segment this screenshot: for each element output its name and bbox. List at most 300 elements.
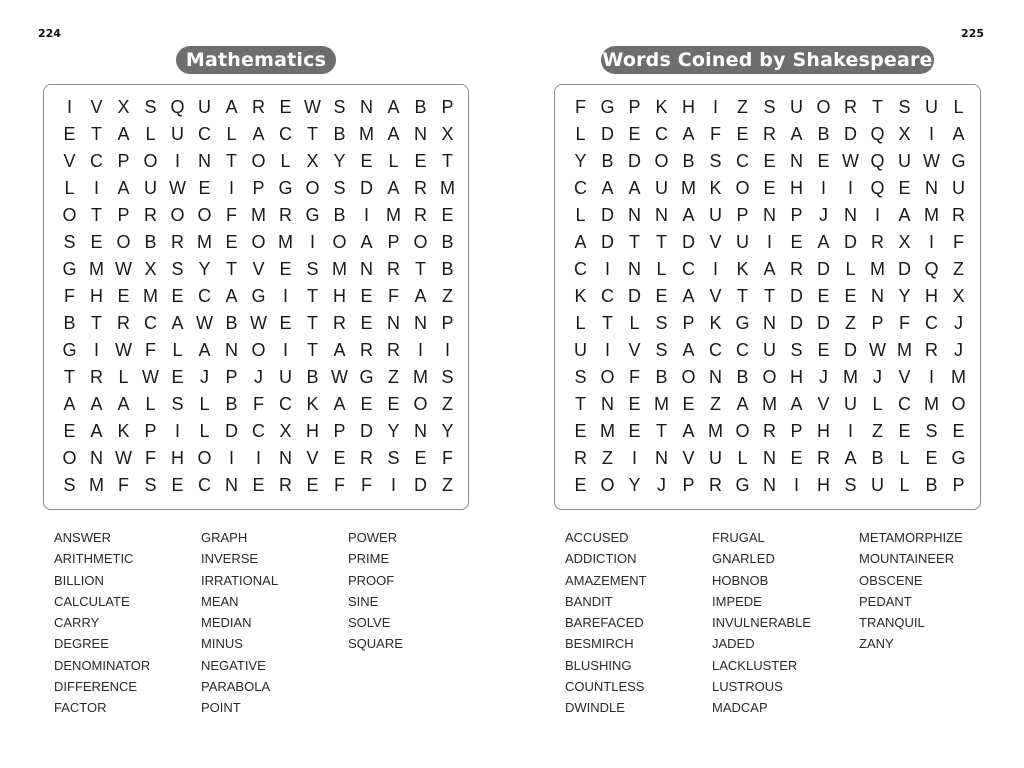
grid-cell[interactable]: H xyxy=(90,286,103,306)
grid-cell[interactable]: D xyxy=(601,205,614,225)
grid-cell[interactable]: U xyxy=(952,178,965,198)
grid-cell[interactable]: D xyxy=(844,340,857,360)
grid-cell[interactable]: B xyxy=(333,124,346,144)
grid-cell[interactable]: D xyxy=(628,151,641,171)
grid-cell[interactable]: U xyxy=(144,178,157,198)
grid-cell[interactable]: D xyxy=(414,475,427,495)
grid-cell[interactable]: F xyxy=(629,367,640,387)
grid-cell[interactable]: L xyxy=(199,421,210,441)
grid-cell[interactable]: F xyxy=(899,313,910,333)
grid-cell[interactable]: W xyxy=(842,151,859,171)
grid-cell[interactable]: A xyxy=(736,394,749,414)
grid-cell[interactable]: W xyxy=(923,151,940,171)
grid-cell[interactable]: L xyxy=(575,313,586,333)
grid-cell[interactable]: U xyxy=(871,475,884,495)
grid-cell[interactable]: Q xyxy=(170,97,185,117)
grid-cell[interactable]: I xyxy=(712,97,718,117)
grid-cell[interactable]: T xyxy=(415,259,426,279)
grid-cell[interactable]: D xyxy=(844,124,857,144)
grid-cell[interactable]: A xyxy=(387,124,400,144)
grid-cell[interactable]: E xyxy=(171,367,184,387)
grid-cell[interactable]: I xyxy=(228,178,234,198)
grid-cell[interactable]: W xyxy=(869,340,886,360)
grid-cell[interactable]: L xyxy=(64,178,75,198)
grid-cell[interactable]: Z xyxy=(737,97,748,117)
grid-cell[interactable]: S xyxy=(790,340,803,360)
grid-cell[interactable]: N xyxy=(360,97,373,117)
grid-cell[interactable]: R xyxy=(763,421,776,441)
grid-cell[interactable]: A xyxy=(90,421,103,441)
grid-cell[interactable]: G xyxy=(305,205,320,225)
grid-cell[interactable]: Z xyxy=(845,313,856,333)
grid-cell[interactable]: R xyxy=(387,259,400,279)
grid-cell[interactable]: P xyxy=(441,313,454,333)
grid-cell[interactable]: A xyxy=(952,124,965,144)
grid-cell[interactable]: A xyxy=(117,178,130,198)
grid-cell[interactable]: E xyxy=(925,448,938,468)
grid-cell[interactable]: E xyxy=(63,124,76,144)
grid-cell[interactable]: V xyxy=(628,340,641,360)
grid-cell[interactable]: Z xyxy=(442,286,453,306)
grid-cell[interactable]: I xyxy=(793,475,799,495)
grid-cell[interactable]: J xyxy=(819,367,828,387)
grid-cell[interactable]: V xyxy=(63,151,76,171)
grid-cell[interactable]: E xyxy=(333,448,346,468)
grid-cell[interactable]: I xyxy=(93,340,99,360)
grid-cell[interactable]: E xyxy=(171,286,184,306)
grid-cell[interactable]: T xyxy=(575,394,586,414)
grid-cell[interactable]: I xyxy=(282,286,288,306)
grid-cell[interactable]: A xyxy=(790,124,803,144)
grid-cell[interactable]: P xyxy=(225,367,238,387)
grid-cell[interactable]: C xyxy=(198,124,211,144)
grid-cell[interactable]: E xyxy=(574,475,587,495)
grid-cell[interactable]: R xyxy=(387,340,400,360)
grid-cell[interactable]: N xyxy=(925,178,938,198)
grid-cell[interactable]: C xyxy=(198,475,211,495)
grid-cell[interactable]: J xyxy=(200,367,209,387)
grid-cell[interactable]: J xyxy=(954,340,963,360)
grid-cell[interactable]: A xyxy=(252,124,265,144)
grid-cell[interactable]: C xyxy=(144,313,157,333)
grid-cell[interactable]: K xyxy=(709,313,722,333)
grid-cell[interactable]: K xyxy=(117,421,130,441)
grid-cell[interactable]: M xyxy=(870,259,885,279)
grid-cell[interactable]: L xyxy=(845,259,856,279)
grid-cell[interactable]: C xyxy=(655,124,668,144)
grid-cell[interactable]: G xyxy=(600,97,615,117)
grid-cell[interactable]: R xyxy=(574,448,587,468)
grid-cell[interactable]: H xyxy=(306,421,319,441)
grid-cell[interactable]: O xyxy=(62,205,77,225)
grid-cell[interactable]: G xyxy=(278,178,293,198)
grid-cell[interactable]: H xyxy=(817,475,830,495)
grid-cell[interactable]: Y xyxy=(898,286,911,306)
grid-cell[interactable]: E xyxy=(628,421,641,441)
grid-cell[interactable]: D xyxy=(225,421,238,441)
grid-cell[interactable]: A xyxy=(601,178,614,198)
grid-cell[interactable]: T xyxy=(226,259,237,279)
grid-cell[interactable]: D xyxy=(817,259,830,279)
grid-cell[interactable]: E xyxy=(360,313,373,333)
grid-cell[interactable]: C xyxy=(90,151,103,171)
grid-cell[interactable]: G xyxy=(735,475,750,495)
grid-cell[interactable]: I xyxy=(820,178,826,198)
grid-cell[interactable]: Z xyxy=(953,259,964,279)
grid-cell[interactable]: N xyxy=(655,448,668,468)
grid-cell[interactable]: R xyxy=(952,205,965,225)
grid-cell[interactable]: C xyxy=(574,259,587,279)
grid-cell[interactable]: U xyxy=(925,97,938,117)
grid-cell[interactable]: S xyxy=(144,97,157,117)
grid-cell[interactable]: Q xyxy=(924,259,939,279)
grid-cell[interactable]: H xyxy=(790,367,803,387)
grid-cell[interactable]: M xyxy=(89,259,104,279)
grid-cell[interactable]: S xyxy=(574,367,587,387)
grid-cell[interactable]: K xyxy=(574,286,587,306)
grid-cell[interactable]: B xyxy=(414,97,427,117)
grid-cell[interactable]: D xyxy=(790,286,803,306)
grid-cell[interactable]: P xyxy=(790,205,803,225)
grid-cell[interactable]: P xyxy=(736,205,749,225)
grid-cell[interactable]: M xyxy=(762,394,777,414)
grid-cell[interactable]: R xyxy=(333,313,346,333)
grid-cell[interactable]: N xyxy=(414,421,427,441)
grid-cell[interactable]: F xyxy=(953,232,964,252)
grid-cell[interactable]: U xyxy=(844,394,857,414)
grid-cell[interactable]: N xyxy=(414,124,427,144)
grid-cell[interactable]: L xyxy=(172,340,183,360)
grid-cell[interactable]: C xyxy=(574,178,587,198)
grid-cell[interactable]: L xyxy=(280,151,291,171)
grid-cell[interactable]: T xyxy=(442,151,453,171)
grid-cell[interactable]: E xyxy=(628,394,641,414)
grid-cell[interactable]: F xyxy=(334,475,345,495)
grid-cell[interactable]: C xyxy=(252,421,265,441)
grid-cell[interactable]: Y xyxy=(198,259,211,279)
grid-cell[interactable]: C xyxy=(736,151,749,171)
grid-cell[interactable]: I xyxy=(417,340,423,360)
grid-cell[interactable]: F xyxy=(118,475,129,495)
grid-cell[interactable]: N xyxy=(198,151,211,171)
grid-cell[interactable]: M xyxy=(278,232,293,252)
grid-cell[interactable]: X xyxy=(117,97,130,117)
grid-cell[interactable]: P xyxy=(117,205,130,225)
grid-cell[interactable]: C xyxy=(682,259,695,279)
grid-cell[interactable]: A xyxy=(817,232,830,252)
grid-cell[interactable]: I xyxy=(444,340,450,360)
grid-cell[interactable]: S xyxy=(63,475,76,495)
grid-cell[interactable]: F xyxy=(253,394,264,414)
grid-cell[interactable]: I xyxy=(309,232,315,252)
grid-cell[interactable]: W xyxy=(331,367,348,387)
grid-cell[interactable]: O xyxy=(600,367,615,387)
grid-cell[interactable]: N xyxy=(763,205,776,225)
grid-cell[interactable]: I xyxy=(847,421,853,441)
grid-cell[interactable]: X xyxy=(441,124,454,144)
grid-cell[interactable]: T xyxy=(307,340,318,360)
grid-cell[interactable]: P xyxy=(144,421,157,441)
grid-cell[interactable]: M xyxy=(600,421,615,441)
grid-cell[interactable]: P xyxy=(682,475,695,495)
grid-cell[interactable]: U xyxy=(655,178,668,198)
grid-cell[interactable]: A xyxy=(898,205,911,225)
grid-cell[interactable]: T xyxy=(91,205,102,225)
grid-cell[interactable]: E xyxy=(171,475,184,495)
grid-cell[interactable]: L xyxy=(953,97,964,117)
grid-cell[interactable]: I xyxy=(928,124,934,144)
grid-cell[interactable]: L xyxy=(899,475,910,495)
grid-cell[interactable]: E xyxy=(763,178,776,198)
grid-cell[interactable]: S xyxy=(63,232,76,252)
grid-cell[interactable]: Q xyxy=(870,151,885,171)
grid-cell[interactable]: X xyxy=(306,151,319,171)
grid-cell[interactable]: S xyxy=(709,151,722,171)
grid-cell[interactable]: O xyxy=(251,340,266,360)
grid-cell[interactable]: A xyxy=(360,232,373,252)
grid-cell[interactable]: A xyxy=(225,97,238,117)
grid-cell[interactable]: I xyxy=(93,178,99,198)
grid-cell[interactable]: T xyxy=(656,421,667,441)
grid-cell[interactable]: E xyxy=(574,421,587,441)
grid-cell[interactable]: T xyxy=(764,286,775,306)
grid-cell[interactable]: R xyxy=(844,97,857,117)
grid-cell[interactable]: B xyxy=(817,124,830,144)
grid-cell[interactable]: W xyxy=(169,178,186,198)
grid-cell[interactable]: G xyxy=(62,259,77,279)
grid-cell[interactable]: B xyxy=(682,151,695,171)
grid-cell[interactable]: B xyxy=(655,367,668,387)
grid-cell[interactable]: R xyxy=(117,313,130,333)
grid-cell[interactable]: S xyxy=(387,448,400,468)
grid-cell[interactable]: N xyxy=(763,448,776,468)
grid-cell[interactable]: S xyxy=(144,475,157,495)
grid-cell[interactable]: U xyxy=(763,340,776,360)
grid-cell[interactable]: U xyxy=(898,151,911,171)
grid-cell[interactable]: F xyxy=(388,286,399,306)
grid-cell[interactable]: I xyxy=(174,151,180,171)
grid-cell[interactable]: W xyxy=(115,259,132,279)
grid-cell[interactable]: V xyxy=(709,286,722,306)
grid-cell[interactable]: S xyxy=(898,97,911,117)
grid-cell[interactable]: S xyxy=(171,394,184,414)
grid-cell[interactable]: R xyxy=(414,178,427,198)
grid-cell[interactable]: M xyxy=(843,367,858,387)
grid-cell[interactable]: M xyxy=(332,259,347,279)
grid-cell[interactable]: P xyxy=(628,97,641,117)
grid-cell[interactable]: E xyxy=(628,124,641,144)
grid-cell[interactable]: I xyxy=(174,421,180,441)
grid-cell[interactable]: U xyxy=(171,124,184,144)
grid-cell[interactable]: D xyxy=(898,259,911,279)
grid-cell[interactable]: M xyxy=(924,394,939,414)
grid-cell[interactable]: Z xyxy=(442,475,453,495)
grid-cell[interactable]: K xyxy=(709,178,722,198)
grid-cell[interactable]: N xyxy=(387,313,400,333)
grid-cell[interactable]: Z xyxy=(442,394,453,414)
grid-cell[interactable]: W xyxy=(115,448,132,468)
grid-cell[interactable]: O xyxy=(251,151,266,171)
grid-cell[interactable]: R xyxy=(817,448,830,468)
grid-cell[interactable]: D xyxy=(790,313,803,333)
grid-cell[interactable]: E xyxy=(279,313,292,333)
grid-cell[interactable]: F xyxy=(226,205,237,225)
grid-cell[interactable]: E xyxy=(279,97,292,117)
grid-cell[interactable]: L xyxy=(118,367,129,387)
grid-cell[interactable]: I xyxy=(604,340,610,360)
grid-cell[interactable]: E xyxy=(90,232,103,252)
grid-cell[interactable]: I xyxy=(66,97,72,117)
grid-cell[interactable]: D xyxy=(628,286,641,306)
grid-cell[interactable]: F xyxy=(575,97,586,117)
grid-cell[interactable]: F xyxy=(710,124,721,144)
grid-cell[interactable]: M xyxy=(681,178,696,198)
grid-cell[interactable]: J xyxy=(873,367,882,387)
grid-cell[interactable]: B xyxy=(736,367,749,387)
grid-cell[interactable]: L xyxy=(388,151,399,171)
grid-cell[interactable]: H xyxy=(333,286,346,306)
grid-cell[interactable]: J xyxy=(819,205,828,225)
grid-cell[interactable]: E xyxy=(898,178,911,198)
grid-cell[interactable]: R xyxy=(279,475,292,495)
grid-cell[interactable]: T xyxy=(226,151,237,171)
grid-cell[interactable]: M xyxy=(386,205,401,225)
grid-cell[interactable]: Q xyxy=(870,124,885,144)
grid-cell[interactable]: W xyxy=(304,97,321,117)
grid-cell[interactable]: O xyxy=(681,367,696,387)
grid-cell[interactable]: O xyxy=(735,421,750,441)
grid-cell[interactable]: N xyxy=(844,205,857,225)
grid-cell[interactable]: T xyxy=(629,232,640,252)
grid-cell[interactable]: T xyxy=(872,97,883,117)
grid-cell[interactable]: M xyxy=(197,232,212,252)
grid-cell[interactable]: O xyxy=(413,394,428,414)
grid-cell[interactable]: A xyxy=(682,340,695,360)
grid-cell[interactable]: P xyxy=(952,475,965,495)
grid-cell[interactable]: R xyxy=(763,124,776,144)
grid-cell[interactable]: U xyxy=(279,367,292,387)
grid-cell[interactable]: H xyxy=(682,97,695,117)
grid-cell[interactable]: D xyxy=(360,178,373,198)
grid-cell[interactable]: G xyxy=(951,151,966,171)
grid-cell[interactable]: O xyxy=(170,205,185,225)
grid-cell[interactable]: D xyxy=(601,124,614,144)
grid-cell[interactable]: M xyxy=(897,340,912,360)
grid-cell[interactable]: I xyxy=(928,367,934,387)
grid-cell[interactable]: G xyxy=(359,367,374,387)
grid-cell[interactable]: T xyxy=(602,313,613,333)
grid-cell[interactable]: A xyxy=(117,124,130,144)
grid-cell[interactable]: M xyxy=(440,178,455,198)
grid-cell[interactable]: S xyxy=(333,97,346,117)
grid-cell[interactable]: X xyxy=(144,259,157,279)
grid-cell[interactable]: V xyxy=(306,448,319,468)
grid-cell[interactable]: W xyxy=(142,367,159,387)
grid-cell[interactable]: M xyxy=(251,205,266,225)
grid-cell[interactable]: U xyxy=(198,97,211,117)
grid-cell[interactable]: N xyxy=(225,340,238,360)
grid-cell[interactable]: B xyxy=(306,367,319,387)
grid-cell[interactable]: O xyxy=(62,448,77,468)
grid-cell[interactable]: S xyxy=(763,97,776,117)
grid-cell[interactable]: D xyxy=(844,232,857,252)
grid-cell[interactable]: P xyxy=(790,421,803,441)
grid-cell[interactable]: A xyxy=(333,394,346,414)
grid-cell[interactable]: O xyxy=(332,232,347,252)
grid-cell[interactable]: M xyxy=(951,367,966,387)
grid-cell[interactable]: A xyxy=(333,340,346,360)
grid-cell[interactable]: A xyxy=(574,232,587,252)
grid-cell[interactable]: L xyxy=(899,448,910,468)
grid-cell[interactable]: T xyxy=(737,286,748,306)
grid-cell[interactable]: I xyxy=(928,232,934,252)
grid-cell[interactable]: P xyxy=(871,313,884,333)
grid-cell[interactable]: T xyxy=(91,313,102,333)
grid-cell[interactable]: E xyxy=(360,394,373,414)
grid-cell[interactable]: E xyxy=(790,232,803,252)
grid-cell[interactable]: S xyxy=(306,259,319,279)
grid-cell[interactable]: J xyxy=(254,367,263,387)
grid-cell[interactable]: C xyxy=(279,394,292,414)
grid-cell[interactable]: N xyxy=(763,313,776,333)
grid-cell[interactable]: X xyxy=(952,286,965,306)
grid-cell[interactable]: C xyxy=(198,286,211,306)
grid-cell[interactable]: E xyxy=(117,286,130,306)
grid-cell[interactable]: M xyxy=(654,394,669,414)
grid-cell[interactable]: I xyxy=(766,232,772,252)
grid-cell[interactable]: I xyxy=(390,475,396,495)
grid-cell[interactable]: C xyxy=(925,313,938,333)
grid-cell[interactable]: O xyxy=(116,232,131,252)
grid-cell[interactable]: D xyxy=(682,232,695,252)
grid-cell[interactable]: Z xyxy=(872,421,883,441)
grid-cell[interactable]: U xyxy=(709,448,722,468)
grid-cell[interactable]: F xyxy=(145,448,156,468)
grid-cell[interactable]: H xyxy=(925,286,938,306)
grid-cell[interactable]: E xyxy=(736,124,749,144)
grid-cell[interactable]: V xyxy=(90,97,103,117)
grid-cell[interactable]: R xyxy=(279,205,292,225)
grid-cell[interactable]: N xyxy=(763,475,776,495)
grid-cell[interactable]: G xyxy=(951,448,966,468)
grid-cell[interactable]: L xyxy=(575,205,586,225)
grid-cell[interactable]: B xyxy=(333,205,346,225)
grid-cell[interactable]: A xyxy=(790,394,803,414)
grid-cell[interactable]: A xyxy=(628,178,641,198)
grid-cell[interactable]: R xyxy=(414,205,427,225)
grid-cell[interactable]: U xyxy=(709,205,722,225)
grid-cell[interactable]: R xyxy=(925,340,938,360)
grid-cell[interactable]: P xyxy=(682,313,695,333)
grid-cell[interactable]: O xyxy=(305,178,320,198)
grid-cell[interactable]: T xyxy=(307,124,318,144)
grid-cell[interactable]: B xyxy=(925,475,938,495)
grid-cell[interactable]: E xyxy=(198,178,211,198)
grid-cell[interactable]: C xyxy=(279,124,292,144)
grid-cell[interactable]: E xyxy=(898,421,911,441)
grid-cell[interactable]: L xyxy=(872,394,883,414)
grid-cell[interactable]: P xyxy=(387,232,400,252)
grid-cell[interactable]: B xyxy=(601,151,614,171)
grid-cell[interactable]: U xyxy=(574,340,587,360)
grid-cell[interactable]: N xyxy=(655,205,668,225)
grid-cell[interactable]: O xyxy=(197,448,212,468)
grid-cell[interactable]: R xyxy=(144,205,157,225)
grid-cell[interactable]: S xyxy=(441,367,454,387)
grid-cell[interactable]: O xyxy=(762,367,777,387)
grid-cell[interactable]: Y xyxy=(441,421,454,441)
grid-cell[interactable]: F xyxy=(361,475,372,495)
